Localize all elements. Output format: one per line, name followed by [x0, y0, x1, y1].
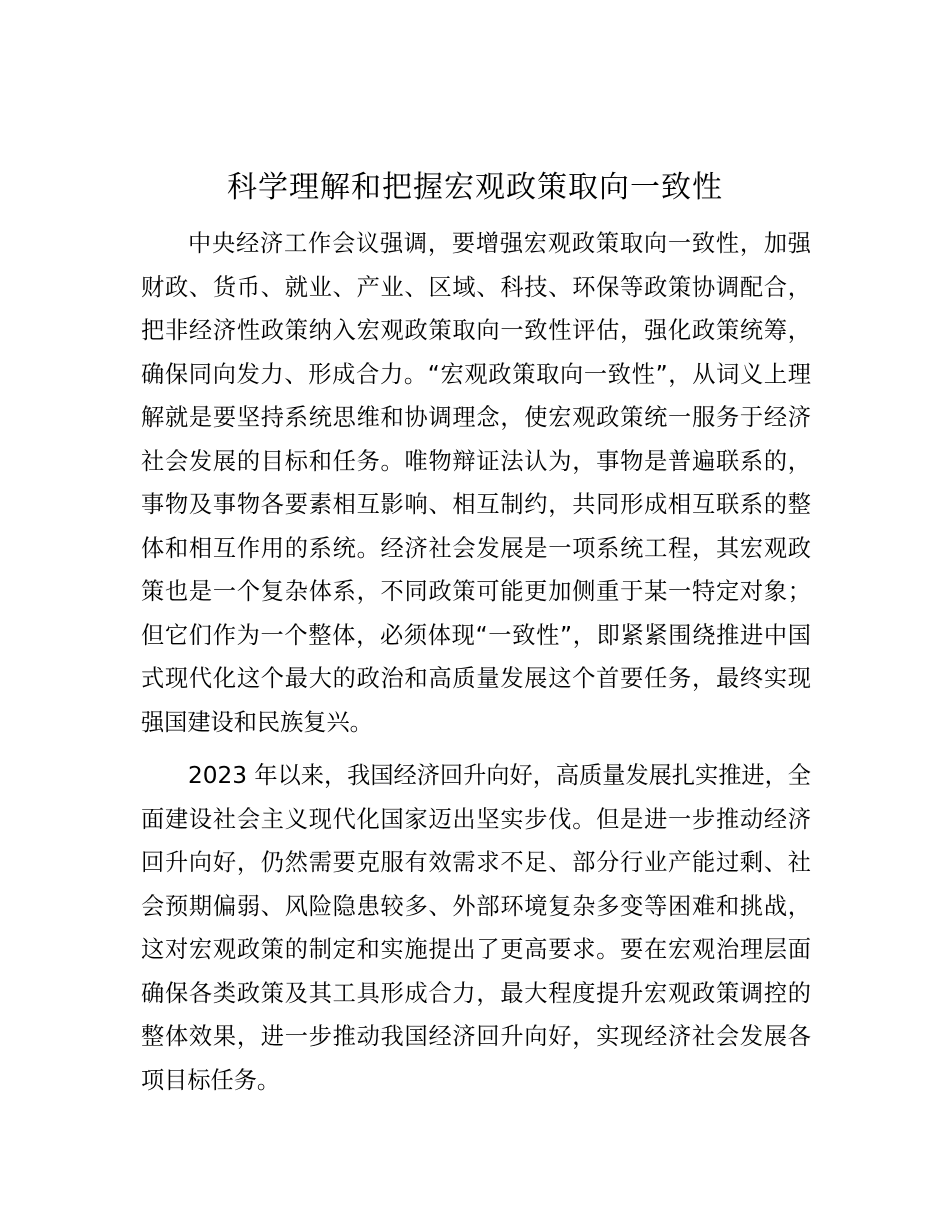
paragraph-1: 中央经济工作会议强调，要增强宏观政策取向一致性，加强财政、货币、就业、产业、区域、科技、环保等政策协调配合，把非经济性政策纳入宏观政策取向一致性评估，强化政策统筹，确保同向发力、形成合力。“宏观政策取向一致性”，从词义上理解就是要坚持系统思维和协调理念，使宏观政策统一服务于经济社会发展的目标和任务。唯物辩证法认为，事物是普遍联系的，事物及事物各要素相互影响、相互制约，共同形成相互联系的整体和相互作用的系统。经济社会发展是一项系统工程，其宏观政策也是一个复杂体系，不同政策可能更加侧重于某一特定对象；但它们作为一个整体，必须体现“一致性”，即紧紧围绕推进中国式现代化这个最大的政治和高质量发展这个首要任务，最终实现强国建设和民族复兴。: [141, 230, 811, 736]
paragraph-2: 2023 年以来，我国经济回升向好，高质量发展扎实推进，全面建设社会主义现代化国家迈出坚实步伐。但是进一步推动经济回升向好，仍然需要克服有效需求不足、部分行业产能过剩、社会预期偏弱、风险隐患较多、外部环境复杂多变等困难和挑战，这对宏观政策的制定和实施提出了更高要求。要在宏观治理层面确保各类政策及其工具形成合力，最大程度提升宏观政策调控的整体效果，进一步推动我国经济回升向好，实现经济社会发展各项目标任务。: [141, 762, 811, 1094]
document-title: 科学理解和把握宏观政策取向一致性: [227, 170, 723, 205]
